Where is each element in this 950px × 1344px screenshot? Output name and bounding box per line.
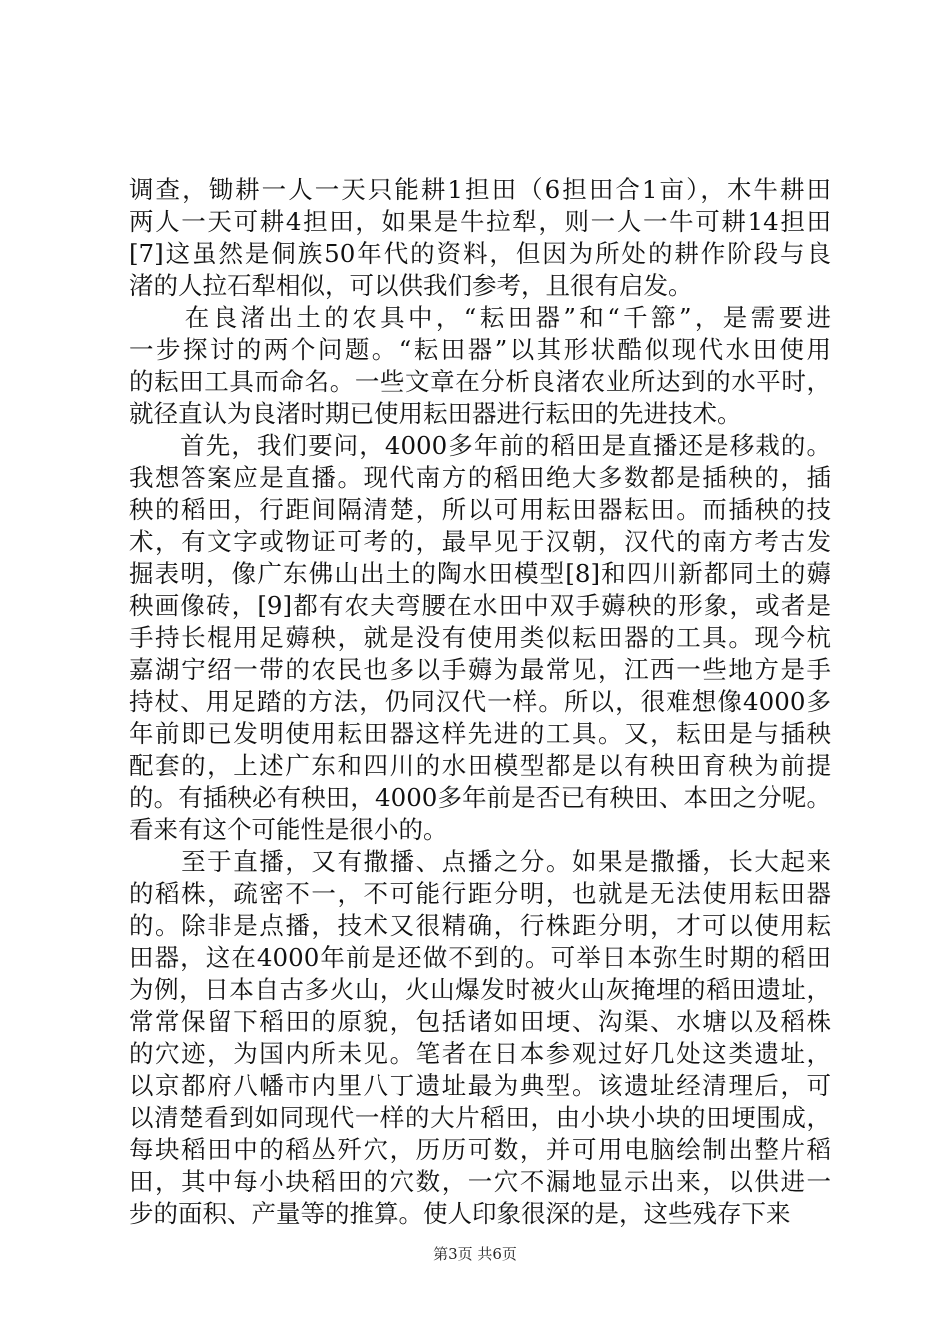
text-line: 调查，锄耕一人一天只能耕1担田（6担田合1亩），木牛耕田	[129, 175, 831, 204]
text-line: 我想答案应是直播。现代南方的稻田绝大多数都是插秧的，插	[129, 463, 831, 492]
text-line: 渚的人拉石犁相似，可以供我们参考，且很有启发。	[129, 271, 693, 300]
text-line: 看来有这个可能性是很小的。	[129, 815, 448, 844]
text-line: 的耘田工具而命名。一些文章在分析良渚农业所达到的水平时，	[129, 367, 831, 396]
text-line: 的。除非是点播，技术又很精确，行株距分明，才可以使用耘	[129, 911, 831, 940]
text-line: 的。有插秧必有秧田，4000多年前是否已有秧田、本田之分呢。	[129, 783, 831, 812]
text-line: 以清楚看到如同现代一样的大片稻田，由小块小块的田埂围成，	[129, 1103, 831, 1132]
text-line: 的穴迹，为国内所未见。笔者在日本参观过好几处这类遗址，	[129, 1039, 831, 1068]
text-line: 秧的稻田，行距间隔清楚，所以可用耘田器耘田。而插秧的技	[129, 495, 831, 524]
text-line: 一步探讨的两个问题。“耘田器”以其形状酷似现代水田使用	[129, 335, 831, 364]
text-column	[129, 174, 831, 1230]
text-line: 年前即已发明使用耘田器这样先进的工具。又，耘田是与插秧	[129, 719, 831, 748]
text-line: 田器，这在4000年前是还做不到的。可举日本弥生时期的稻田	[129, 943, 831, 972]
text-line: 的稻株，疏密不一，不可能行距分明，也就是无法使用耘田器	[129, 879, 831, 908]
text-line: 掘表明，像广东佛山出土的陶水田模型[8]和四川新都同土的薅	[129, 559, 831, 588]
text-line: 每块稻田中的稻丛歼穴，历历可数，并可用电脑绘制出整片稻	[129, 1135, 831, 1164]
text-line: 常常保留下稻田的原貌，包括诸如田埂、沟渠、水塘以及稻株	[129, 1007, 831, 1036]
text-line: 配套的，上述广东和四川的水田模型都是以有秧田育秧为前提	[129, 751, 831, 780]
text-line: 就径直认为良渚时期已使用耘田器进行耘田的先进技术。	[129, 399, 742, 428]
text-line: [7]这虽然是侗族50年代的资料，但因为所处的耕作阶段与良	[129, 239, 831, 268]
page-footer: 第3页 共6页	[433, 1245, 517, 1263]
text-line: 田，其中每小块稻田的穴数，一穴不漏地显示出来，以供进一	[129, 1167, 831, 1196]
document-body	[129, 174, 831, 1230]
text-line: 手持长棍用足薅秧，就是没有使用类似耘田器的工具。现今杭	[129, 623, 831, 652]
text-line: 秧画像砖，[9]都有农夫弯腰在水田中双手薅秧的形象，或者是	[129, 591, 831, 620]
text-line: 为例，日本自古多火山，火山爆发时被火山灰掩埋的稻田遗址，	[129, 975, 831, 1004]
text-line: 步的面积、产量等的推算。使人印象很深的是，这些残存下来	[129, 1199, 791, 1228]
text-line: 首先，我们要问，4000多年前的稻田是直播还是移栽的。	[129, 431, 831, 460]
text-line: 两人一天可耕4担田，如果是牛拉犁，则一人一牛可耕14担田	[129, 207, 831, 236]
text-line: 嘉湖宁绍一带的农民也多以手薅为最常见，江西一些地方是手	[129, 655, 831, 684]
text-line: 至于直播，又有撒播、点播之分。如果是撒播，长大起来	[129, 847, 831, 876]
text-line: 以京都府八幡市内里八丁遗址最为典型。该遗址经清理后，可	[129, 1071, 831, 1100]
text-line: 在良渚出土的农具中，“耘田器”和“千篰”，是需要进	[129, 303, 831, 332]
text-line: 术，有文字或物证可考的，最早见于汉朝，汉代的南方考古发	[129, 527, 831, 556]
text-line: 持杖、用足踏的方法，仍同汉代一样。所以，很难想像4000多	[129, 687, 831, 716]
